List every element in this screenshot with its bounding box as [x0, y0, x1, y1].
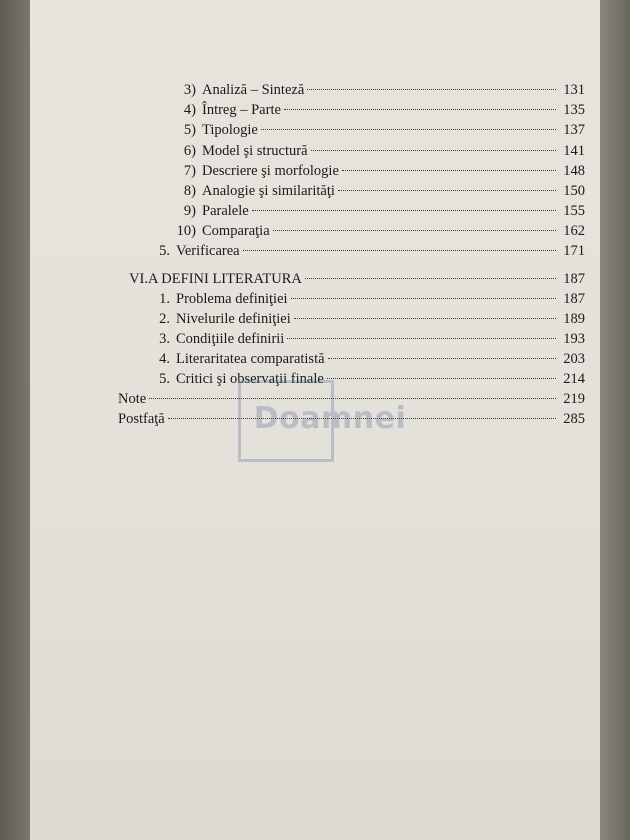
toc-leader-dots [342, 170, 556, 171]
toc-entry-title: Note [118, 391, 147, 407]
toc-entry-title: Analogie şi similarităţi [202, 183, 335, 199]
toc-entry-number: 6) [183, 143, 196, 159]
toc-entry-number: 3) [183, 82, 196, 98]
toc-entry [150, 100, 585, 120]
toc-entry-page: 141 [563, 143, 585, 159]
toc-entry-title: Analiză – Sinteză [202, 82, 305, 98]
toc-entry-number: 5) [183, 122, 196, 138]
toc-entry-page: 214 [563, 371, 585, 387]
toc-entry-title: Paralele [202, 203, 249, 219]
toc-entry-page: 135 [563, 102, 585, 118]
toc-entry-title: Comparaţia [202, 223, 270, 239]
watermark [238, 378, 422, 458]
toc-entry [142, 289, 585, 309]
toc-entry-page: 285 [563, 411, 585, 427]
toc-entry-page: 162 [563, 223, 585, 239]
toc-entry-page: 187 [563, 291, 585, 307]
page-edge [600, 0, 630, 840]
toc-entry-title: Model şi structură [202, 143, 308, 159]
toc-entry-page: 150 [563, 183, 585, 199]
toc-entry-title: Verificarea [176, 243, 240, 259]
toc-entry-number: 4. [159, 351, 170, 367]
toc-entry-title: Critici şi observaţii finale [176, 371, 324, 387]
watermark-text: Doamnei [253, 400, 407, 436]
toc-leader-dots [307, 89, 556, 90]
toc-leader-dots [284, 109, 556, 110]
toc-entry-page: 171 [563, 243, 585, 259]
toc-entry [142, 349, 585, 369]
toc-entry-title: Problema definiţiei [176, 291, 288, 307]
toc-leader-dots [261, 129, 556, 130]
toc-entry-number: 8) [183, 183, 196, 199]
toc-leader-dots [328, 358, 556, 359]
toc-entry-number: 7) [183, 163, 196, 179]
toc-entry-page: 219 [563, 391, 585, 407]
toc-entry-page: 137 [563, 122, 585, 138]
page-gutter [0, 0, 30, 840]
toc-entry [150, 141, 585, 161]
toc-entry [150, 221, 585, 241]
toc-entry-page: 148 [563, 163, 585, 179]
toc-entry [150, 120, 585, 140]
toc-leader-dots [291, 298, 556, 299]
toc-leader-dots [338, 190, 556, 191]
toc-entry [150, 161, 585, 181]
toc-entry-page: 193 [563, 331, 585, 347]
toc-entry-number: 3. [159, 331, 170, 347]
toc-entry-number: 2. [159, 311, 170, 327]
toc-entry-page: 155 [563, 203, 585, 219]
toc-entry-number: VI. [129, 271, 148, 287]
toc-entry-page: 131 [563, 82, 585, 98]
toc-entry-number: 5. [159, 371, 170, 387]
toc-entry-title: Nivelurile definiţiei [176, 311, 291, 327]
toc-entry [142, 329, 585, 349]
toc-leader-dots [294, 318, 556, 319]
toc-entry-number: 1. [159, 291, 170, 307]
toc-leader-dots [311, 150, 556, 151]
toc-entry-number: 9) [183, 203, 196, 219]
toc-entry [150, 201, 585, 221]
toc-entry [142, 309, 585, 329]
toc-entry-page: 189 [563, 311, 585, 327]
toc-entry [126, 269, 585, 289]
toc-entry [150, 181, 585, 201]
toc-entry-number: 5. [159, 243, 170, 259]
toc-entry-title: Tipologie [202, 122, 258, 138]
toc-entry-title: Descriere şi morfologie [202, 163, 339, 179]
toc-leader-dots [273, 230, 556, 231]
toc-entry-page: 187 [563, 271, 585, 287]
book-page [30, 0, 600, 840]
toc-entry [150, 80, 585, 100]
toc-leader-dots [243, 250, 556, 251]
toc-entry-number: 4) [183, 102, 196, 118]
toc-entry-title: Postfaţă [118, 411, 165, 427]
toc-leader-dots [252, 210, 556, 211]
toc-entry-title: Întreg – Parte [202, 102, 281, 118]
toc-entry-title: Literaritatea comparatistă [176, 351, 325, 367]
toc-entry-page: 203 [563, 351, 585, 367]
toc-leader-dots [305, 278, 556, 279]
toc-entry [142, 241, 585, 261]
toc-entry-title: A DEFINI LITERATURA [148, 271, 302, 287]
toc-leader-dots [287, 338, 556, 339]
toc-entry-number: 10) [176, 223, 196, 239]
toc-entry-title: Condiţiile definirii [176, 331, 285, 347]
